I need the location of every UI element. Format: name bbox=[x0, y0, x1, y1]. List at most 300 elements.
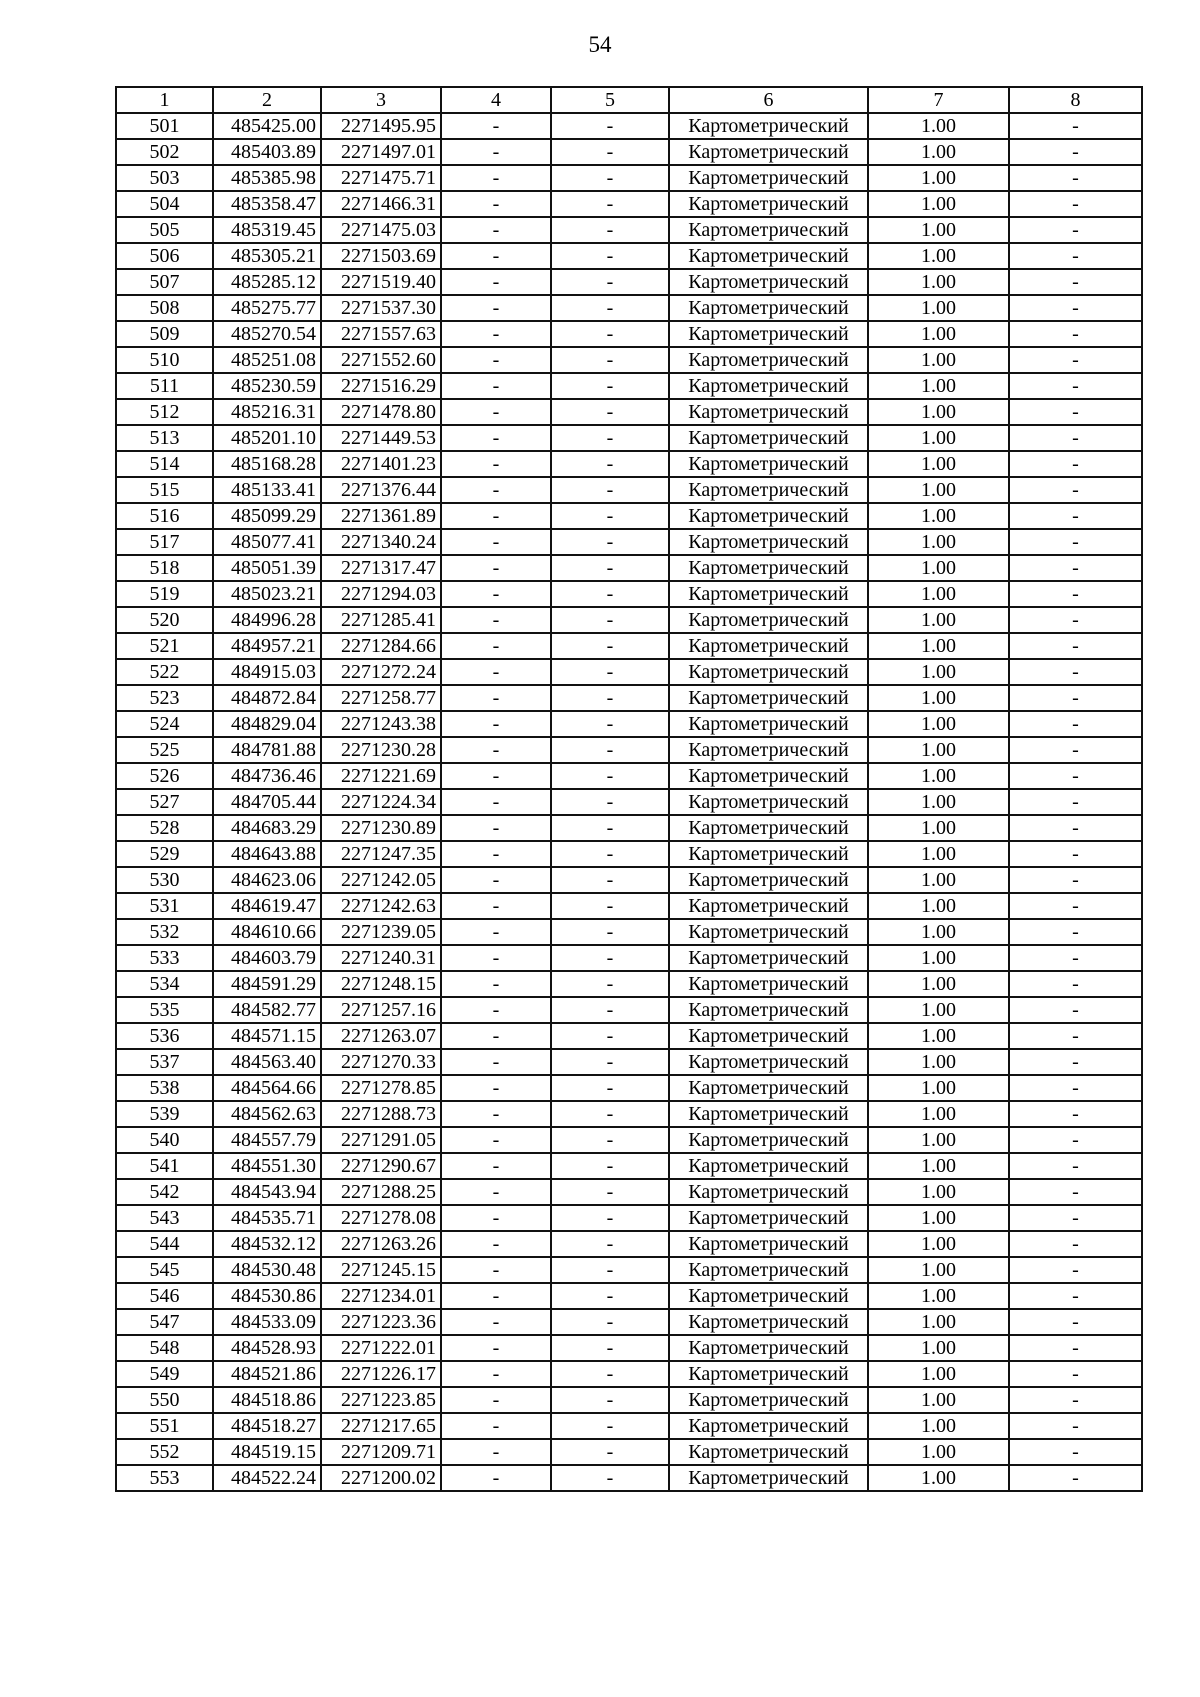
y-coordinate-cell: 2271243.38 bbox=[321, 711, 441, 737]
col4-cell: - bbox=[441, 841, 551, 867]
col8-cell: - bbox=[1009, 1231, 1142, 1257]
col8-cell: - bbox=[1009, 633, 1142, 659]
accuracy-cell: 1.00 bbox=[868, 997, 1009, 1023]
y-coordinate-cell: 2271552.60 bbox=[321, 347, 441, 373]
y-coordinate-cell: 2271516.29 bbox=[321, 373, 441, 399]
point-number-cell: 545 bbox=[116, 1257, 213, 1283]
table-row bbox=[116, 711, 1142, 737]
accuracy-cell: 1.00 bbox=[868, 1075, 1009, 1101]
col5-cell: - bbox=[551, 399, 669, 425]
col4-cell: - bbox=[441, 737, 551, 763]
x-coordinate-cell: 484528.93 bbox=[213, 1335, 321, 1361]
method-cell: Картометрический bbox=[669, 971, 868, 997]
col4-cell: - bbox=[441, 1361, 551, 1387]
method-cell: Картометрический bbox=[669, 1465, 868, 1491]
x-coordinate-cell: 484781.88 bbox=[213, 737, 321, 763]
y-coordinate-cell: 2271449.53 bbox=[321, 425, 441, 451]
col4-cell: - bbox=[441, 1257, 551, 1283]
col4-cell: - bbox=[441, 295, 551, 321]
y-coordinate-cell: 2271223.36 bbox=[321, 1309, 441, 1335]
method-cell: Картометрический bbox=[669, 217, 868, 243]
table-row bbox=[116, 451, 1142, 477]
col8-cell: - bbox=[1009, 893, 1142, 919]
point-number-cell: 504 bbox=[116, 191, 213, 217]
point-number-cell: 524 bbox=[116, 711, 213, 737]
point-number-cell: 547 bbox=[116, 1309, 213, 1335]
x-coordinate-cell: 485251.08 bbox=[213, 347, 321, 373]
y-coordinate-cell: 2271222.01 bbox=[321, 1335, 441, 1361]
table-row bbox=[116, 529, 1142, 555]
col5-cell: - bbox=[551, 763, 669, 789]
col5-cell: - bbox=[551, 295, 669, 321]
method-cell: Картометрический bbox=[669, 711, 868, 737]
col4-cell: - bbox=[441, 1309, 551, 1335]
y-coordinate-cell: 2271340.24 bbox=[321, 529, 441, 555]
x-coordinate-cell: 484571.15 bbox=[213, 1023, 321, 1049]
col5-cell: - bbox=[551, 685, 669, 711]
col4-cell: - bbox=[441, 1179, 551, 1205]
x-coordinate-cell: 484535.71 bbox=[213, 1205, 321, 1231]
table-row bbox=[116, 893, 1142, 919]
col8-cell: - bbox=[1009, 347, 1142, 373]
column-header-2: 2 bbox=[213, 87, 321, 113]
col4-cell: - bbox=[441, 1023, 551, 1049]
accuracy-cell: 1.00 bbox=[868, 1179, 1009, 1205]
col8-cell: - bbox=[1009, 815, 1142, 841]
table-row bbox=[116, 373, 1142, 399]
col4-cell: - bbox=[441, 165, 551, 191]
accuracy-cell: 1.00 bbox=[868, 789, 1009, 815]
col4-cell: - bbox=[441, 919, 551, 945]
table-row bbox=[116, 1283, 1142, 1309]
col5-cell: - bbox=[551, 1335, 669, 1361]
col5-cell: - bbox=[551, 451, 669, 477]
x-coordinate-cell: 485023.21 bbox=[213, 581, 321, 607]
method-cell: Картометрический bbox=[669, 841, 868, 867]
col4-cell: - bbox=[441, 789, 551, 815]
point-number-cell: 502 bbox=[116, 139, 213, 165]
point-number-cell: 530 bbox=[116, 867, 213, 893]
method-cell: Картометрический bbox=[669, 295, 868, 321]
accuracy-cell: 1.00 bbox=[868, 1257, 1009, 1283]
col4-cell: - bbox=[441, 1335, 551, 1361]
col5-cell: - bbox=[551, 737, 669, 763]
col5-cell: - bbox=[551, 1205, 669, 1231]
x-coordinate-cell: 484543.94 bbox=[213, 1179, 321, 1205]
table-row bbox=[116, 867, 1142, 893]
y-coordinate-cell: 2271263.26 bbox=[321, 1231, 441, 1257]
column-header-6: 6 bbox=[669, 87, 868, 113]
col8-cell: - bbox=[1009, 1127, 1142, 1153]
point-number-cell: 550 bbox=[116, 1387, 213, 1413]
col5-cell: - bbox=[551, 841, 669, 867]
x-coordinate-cell: 484582.77 bbox=[213, 997, 321, 1023]
point-number-cell: 533 bbox=[116, 945, 213, 971]
col5-cell: - bbox=[551, 1049, 669, 1075]
table-row bbox=[116, 1335, 1142, 1361]
x-coordinate-cell: 484610.66 bbox=[213, 919, 321, 945]
table-row bbox=[116, 919, 1142, 945]
col5-cell: - bbox=[551, 945, 669, 971]
y-coordinate-cell: 2271242.63 bbox=[321, 893, 441, 919]
col8-cell: - bbox=[1009, 1309, 1142, 1335]
x-coordinate-cell: 485216.31 bbox=[213, 399, 321, 425]
y-coordinate-cell: 2271497.01 bbox=[321, 139, 441, 165]
point-number-cell: 552 bbox=[116, 1439, 213, 1465]
y-coordinate-cell: 2271475.03 bbox=[321, 217, 441, 243]
method-cell: Картометрический bbox=[669, 191, 868, 217]
method-cell: Картометрический bbox=[669, 1231, 868, 1257]
accuracy-cell: 1.00 bbox=[868, 191, 1009, 217]
method-cell: Картометрический bbox=[669, 269, 868, 295]
col5-cell: - bbox=[551, 789, 669, 815]
method-cell: Картометрический bbox=[669, 243, 868, 269]
x-coordinate-cell: 484530.86 bbox=[213, 1283, 321, 1309]
y-coordinate-cell: 2271294.03 bbox=[321, 581, 441, 607]
table-row bbox=[116, 945, 1142, 971]
accuracy-cell: 1.00 bbox=[868, 1335, 1009, 1361]
col4-cell: - bbox=[441, 581, 551, 607]
accuracy-cell: 1.00 bbox=[868, 1413, 1009, 1439]
point-number-cell: 543 bbox=[116, 1205, 213, 1231]
table-row bbox=[116, 191, 1142, 217]
y-coordinate-cell: 2271239.05 bbox=[321, 919, 441, 945]
col4-cell: - bbox=[441, 1127, 551, 1153]
point-number-cell: 529 bbox=[116, 841, 213, 867]
point-number-cell: 548 bbox=[116, 1335, 213, 1361]
col8-cell: - bbox=[1009, 1257, 1142, 1283]
col8-cell: - bbox=[1009, 477, 1142, 503]
point-number-cell: 538 bbox=[116, 1075, 213, 1101]
method-cell: Картометрический bbox=[669, 1387, 868, 1413]
y-coordinate-cell: 2271224.34 bbox=[321, 789, 441, 815]
column-header-4: 4 bbox=[441, 87, 551, 113]
point-number-cell: 505 bbox=[116, 217, 213, 243]
col8-cell: - bbox=[1009, 659, 1142, 685]
x-coordinate-cell: 484996.28 bbox=[213, 607, 321, 633]
col5-cell: - bbox=[551, 1439, 669, 1465]
col8-cell: - bbox=[1009, 737, 1142, 763]
col8-cell: - bbox=[1009, 243, 1142, 269]
col8-cell: - bbox=[1009, 1387, 1142, 1413]
y-coordinate-cell: 2271466.31 bbox=[321, 191, 441, 217]
point-number-cell: 509 bbox=[116, 321, 213, 347]
point-number-cell: 506 bbox=[116, 243, 213, 269]
col8-cell: - bbox=[1009, 711, 1142, 737]
method-cell: Картометрический bbox=[669, 503, 868, 529]
point-number-cell: 522 bbox=[116, 659, 213, 685]
col5-cell: - bbox=[551, 633, 669, 659]
method-cell: Картометрический bbox=[669, 1075, 868, 1101]
col8-cell: - bbox=[1009, 191, 1142, 217]
y-coordinate-cell: 2271288.25 bbox=[321, 1179, 441, 1205]
accuracy-cell: 1.00 bbox=[868, 737, 1009, 763]
point-number-cell: 551 bbox=[116, 1413, 213, 1439]
x-coordinate-cell: 484623.06 bbox=[213, 867, 321, 893]
x-coordinate-cell: 485385.98 bbox=[213, 165, 321, 191]
x-coordinate-cell: 485168.28 bbox=[213, 451, 321, 477]
y-coordinate-cell: 2271361.89 bbox=[321, 503, 441, 529]
point-number-cell: 514 bbox=[116, 451, 213, 477]
x-coordinate-cell: 485425.00 bbox=[213, 113, 321, 139]
accuracy-cell: 1.00 bbox=[868, 269, 1009, 295]
col5-cell: - bbox=[551, 711, 669, 737]
table-row bbox=[116, 1205, 1142, 1231]
method-cell: Картометрический bbox=[669, 581, 868, 607]
method-cell: Картометрический bbox=[669, 555, 868, 581]
col5-cell: - bbox=[551, 165, 669, 191]
y-coordinate-cell: 2271245.15 bbox=[321, 1257, 441, 1283]
x-coordinate-cell: 484591.29 bbox=[213, 971, 321, 997]
col8-cell: - bbox=[1009, 555, 1142, 581]
table-row bbox=[116, 165, 1142, 191]
x-coordinate-cell: 485270.54 bbox=[213, 321, 321, 347]
y-coordinate-cell: 2271537.30 bbox=[321, 295, 441, 321]
table-row bbox=[116, 269, 1142, 295]
col5-cell: - bbox=[551, 815, 669, 841]
coordinates-table bbox=[115, 86, 1143, 1492]
col4-cell: - bbox=[441, 1075, 551, 1101]
y-coordinate-cell: 2271478.80 bbox=[321, 399, 441, 425]
col5-cell: - bbox=[551, 1179, 669, 1205]
table-row bbox=[116, 1309, 1142, 1335]
col8-cell: - bbox=[1009, 165, 1142, 191]
point-number-cell: 531 bbox=[116, 893, 213, 919]
point-number-cell: 535 bbox=[116, 997, 213, 1023]
accuracy-cell: 1.00 bbox=[868, 1309, 1009, 1335]
accuracy-cell: 1.00 bbox=[868, 1231, 1009, 1257]
point-number-cell: 528 bbox=[116, 815, 213, 841]
col4-cell: - bbox=[441, 1153, 551, 1179]
accuracy-cell: 1.00 bbox=[868, 529, 1009, 555]
col8-cell: - bbox=[1009, 867, 1142, 893]
x-coordinate-cell: 485319.45 bbox=[213, 217, 321, 243]
point-number-cell: 553 bbox=[116, 1465, 213, 1491]
col8-cell: - bbox=[1009, 503, 1142, 529]
col8-cell: - bbox=[1009, 1439, 1142, 1465]
x-coordinate-cell: 485099.29 bbox=[213, 503, 321, 529]
point-number-cell: 539 bbox=[116, 1101, 213, 1127]
x-coordinate-cell: 484562.63 bbox=[213, 1101, 321, 1127]
table-row bbox=[116, 1023, 1142, 1049]
y-coordinate-cell: 2271209.71 bbox=[321, 1439, 441, 1465]
table-body bbox=[116, 113, 1142, 1491]
accuracy-cell: 1.00 bbox=[868, 1205, 1009, 1231]
table-row bbox=[116, 399, 1142, 425]
table-header-row bbox=[116, 87, 1142, 113]
method-cell: Картометрический bbox=[669, 1283, 868, 1309]
col4-cell: - bbox=[441, 347, 551, 373]
col5-cell: - bbox=[551, 1361, 669, 1387]
table-row bbox=[116, 1413, 1142, 1439]
x-coordinate-cell: 484563.40 bbox=[213, 1049, 321, 1075]
accuracy-cell: 1.00 bbox=[868, 815, 1009, 841]
column-header-1: 1 bbox=[116, 87, 213, 113]
accuracy-cell: 1.00 bbox=[868, 1127, 1009, 1153]
point-number-cell: 549 bbox=[116, 1361, 213, 1387]
point-number-cell: 540 bbox=[116, 1127, 213, 1153]
y-coordinate-cell: 2271317.47 bbox=[321, 555, 441, 581]
method-cell: Картометрический bbox=[669, 1101, 868, 1127]
accuracy-cell: 1.00 bbox=[868, 711, 1009, 737]
method-cell: Картометрический bbox=[669, 373, 868, 399]
col8-cell: - bbox=[1009, 529, 1142, 555]
col5-cell: - bbox=[551, 919, 669, 945]
page-number: 54 bbox=[588, 32, 612, 57]
col8-cell: - bbox=[1009, 1205, 1142, 1231]
accuracy-cell: 1.00 bbox=[868, 919, 1009, 945]
method-cell: Картометрический bbox=[669, 1309, 868, 1335]
col5-cell: - bbox=[551, 139, 669, 165]
table-row bbox=[116, 633, 1142, 659]
col8-cell: - bbox=[1009, 1023, 1142, 1049]
y-coordinate-cell: 2271230.89 bbox=[321, 815, 441, 841]
col5-cell: - bbox=[551, 555, 669, 581]
point-number-cell: 526 bbox=[116, 763, 213, 789]
method-cell: Картометрический bbox=[669, 321, 868, 347]
column-header-5: 5 bbox=[551, 87, 669, 113]
table-row bbox=[116, 139, 1142, 165]
point-number-cell: 510 bbox=[116, 347, 213, 373]
accuracy-cell: 1.00 bbox=[868, 503, 1009, 529]
y-coordinate-cell: 2271495.95 bbox=[321, 113, 441, 139]
col5-cell: - bbox=[551, 1387, 669, 1413]
method-cell: Картометрический bbox=[669, 399, 868, 425]
method-cell: Картометрический bbox=[669, 1179, 868, 1205]
col5-cell: - bbox=[551, 607, 669, 633]
point-number-cell: 537 bbox=[116, 1049, 213, 1075]
x-coordinate-cell: 485051.39 bbox=[213, 555, 321, 581]
y-coordinate-cell: 2271291.05 bbox=[321, 1127, 441, 1153]
y-coordinate-cell: 2271247.35 bbox=[321, 841, 441, 867]
accuracy-cell: 1.00 bbox=[868, 607, 1009, 633]
x-coordinate-cell: 485077.41 bbox=[213, 529, 321, 555]
accuracy-cell: 1.00 bbox=[868, 1361, 1009, 1387]
accuracy-cell: 1.00 bbox=[868, 633, 1009, 659]
x-coordinate-cell: 484557.79 bbox=[213, 1127, 321, 1153]
col4-cell: - bbox=[441, 971, 551, 997]
col4-cell: - bbox=[441, 945, 551, 971]
y-coordinate-cell: 2271557.63 bbox=[321, 321, 441, 347]
col4-cell: - bbox=[441, 1387, 551, 1413]
column-header-3: 3 bbox=[321, 87, 441, 113]
y-coordinate-cell: 2271272.24 bbox=[321, 659, 441, 685]
col4-cell: - bbox=[441, 373, 551, 399]
accuracy-cell: 1.00 bbox=[868, 217, 1009, 243]
col4-cell: - bbox=[441, 1465, 551, 1491]
accuracy-cell: 1.00 bbox=[868, 1023, 1009, 1049]
x-coordinate-cell: 484619.47 bbox=[213, 893, 321, 919]
point-number-cell: 508 bbox=[116, 295, 213, 321]
method-cell: Картометрический bbox=[669, 139, 868, 165]
point-number-cell: 519 bbox=[116, 581, 213, 607]
method-cell: Картометрический bbox=[669, 1049, 868, 1075]
y-coordinate-cell: 2271284.66 bbox=[321, 633, 441, 659]
y-coordinate-cell: 2271242.05 bbox=[321, 867, 441, 893]
column-header-7: 7 bbox=[868, 87, 1009, 113]
table-row bbox=[116, 763, 1142, 789]
table-row bbox=[116, 503, 1142, 529]
point-number-cell: 541 bbox=[116, 1153, 213, 1179]
accuracy-cell: 1.00 bbox=[868, 1387, 1009, 1413]
col4-cell: - bbox=[441, 269, 551, 295]
col4-cell: - bbox=[441, 1205, 551, 1231]
method-cell: Картометрический bbox=[669, 997, 868, 1023]
method-cell: Картометрический bbox=[669, 1361, 868, 1387]
accuracy-cell: 1.00 bbox=[868, 893, 1009, 919]
y-coordinate-cell: 2271278.85 bbox=[321, 1075, 441, 1101]
table-row bbox=[116, 1127, 1142, 1153]
accuracy-cell: 1.00 bbox=[868, 685, 1009, 711]
col4-cell: - bbox=[441, 1439, 551, 1465]
col5-cell: - bbox=[551, 1101, 669, 1127]
col4-cell: - bbox=[441, 321, 551, 347]
col8-cell: - bbox=[1009, 841, 1142, 867]
col5-cell: - bbox=[551, 893, 669, 919]
accuracy-cell: 1.00 bbox=[868, 1283, 1009, 1309]
x-coordinate-cell: 485403.89 bbox=[213, 139, 321, 165]
method-cell: Картометрический bbox=[669, 477, 868, 503]
accuracy-cell: 1.00 bbox=[868, 113, 1009, 139]
col4-cell: - bbox=[441, 1049, 551, 1075]
point-number-cell: 513 bbox=[116, 425, 213, 451]
col8-cell: - bbox=[1009, 945, 1142, 971]
method-cell: Картометрический bbox=[669, 1257, 868, 1283]
col8-cell: - bbox=[1009, 321, 1142, 347]
y-coordinate-cell: 2271519.40 bbox=[321, 269, 441, 295]
method-cell: Картометрический bbox=[669, 1439, 868, 1465]
accuracy-cell: 1.00 bbox=[868, 971, 1009, 997]
x-coordinate-cell: 485358.47 bbox=[213, 191, 321, 217]
col5-cell: - bbox=[551, 321, 669, 347]
point-number-cell: 542 bbox=[116, 1179, 213, 1205]
table-row bbox=[116, 1231, 1142, 1257]
accuracy-cell: 1.00 bbox=[868, 321, 1009, 347]
col5-cell: - bbox=[551, 867, 669, 893]
point-number-cell: 534 bbox=[116, 971, 213, 997]
y-coordinate-cell: 2271503.69 bbox=[321, 243, 441, 269]
point-number-cell: 527 bbox=[116, 789, 213, 815]
x-coordinate-cell: 485133.41 bbox=[213, 477, 321, 503]
col5-cell: - bbox=[551, 373, 669, 399]
col4-cell: - bbox=[441, 425, 551, 451]
col4-cell: - bbox=[441, 217, 551, 243]
point-number-cell: 520 bbox=[116, 607, 213, 633]
table-row bbox=[116, 1465, 1142, 1491]
col5-cell: - bbox=[551, 243, 669, 269]
accuracy-cell: 1.00 bbox=[868, 477, 1009, 503]
accuracy-cell: 1.00 bbox=[868, 373, 1009, 399]
col8-cell: - bbox=[1009, 1179, 1142, 1205]
accuracy-cell: 1.00 bbox=[868, 399, 1009, 425]
accuracy-cell: 1.00 bbox=[868, 425, 1009, 451]
y-coordinate-cell: 2271401.23 bbox=[321, 451, 441, 477]
table-row bbox=[116, 685, 1142, 711]
col4-cell: - bbox=[441, 685, 551, 711]
col8-cell: - bbox=[1009, 139, 1142, 165]
col4-cell: - bbox=[441, 191, 551, 217]
point-number-cell: 523 bbox=[116, 685, 213, 711]
accuracy-cell: 1.00 bbox=[868, 867, 1009, 893]
accuracy-cell: 1.00 bbox=[868, 347, 1009, 373]
table-row bbox=[116, 217, 1142, 243]
accuracy-cell: 1.00 bbox=[868, 165, 1009, 191]
table-row bbox=[116, 789, 1142, 815]
table-row bbox=[116, 841, 1142, 867]
point-number-cell: 511 bbox=[116, 373, 213, 399]
table-row bbox=[116, 997, 1142, 1023]
col5-cell: - bbox=[551, 191, 669, 217]
